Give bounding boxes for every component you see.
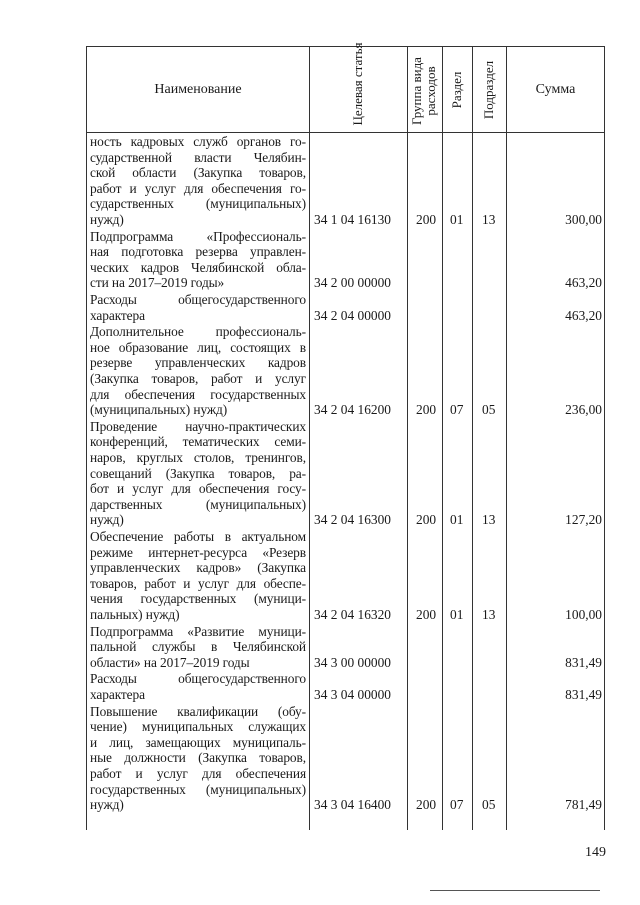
row-name-line: (муниципальных) нужд)	[90, 402, 228, 418]
row-name-line: пальных) нужд)	[90, 606, 180, 622]
row-group: 200	[416, 512, 437, 528]
row-name	[90, 229, 306, 291]
row-name-line: работ и услуг для обеспечения го-	[90, 180, 306, 196]
row-name-line: (Закупка товаров, работ и услуг	[90, 370, 306, 386]
row-section: 01	[450, 512, 464, 528]
header-name: Наименование	[154, 81, 242, 97]
table-row	[86, 671, 604, 702]
header-subsection: Подраздел	[481, 60, 496, 120]
row-name-line: и лиц, замещающих муниципаль-	[90, 734, 306, 750]
table-row	[86, 229, 604, 291]
row-name-line: Подпрограмма «Развитие муници-	[90, 623, 306, 639]
row-group: 200	[416, 607, 437, 622]
row-name-line: Расходы общегосударственного	[90, 292, 306, 307]
row-name-line: резерве управленческих кадров	[90, 355, 306, 371]
row-name-line: ное образование лиц, состоящих в	[90, 339, 306, 355]
row-name-line: Подпрограмма «Профессиональ-	[90, 228, 306, 244]
row-name	[90, 324, 306, 418]
row-name-line: управленческих кадров» (Закупка	[90, 560, 306, 576]
row-name-line: дарственных (муниципальных)	[90, 496, 306, 512]
footer-rule	[430, 890, 600, 891]
row-name	[90, 704, 306, 813]
row-name-line: наров, круглых столов, тренингов,	[90, 449, 306, 465]
header-sum: Сумма	[535, 81, 576, 97]
row-group: 200	[416, 797, 437, 813]
row-code: 34 2 04 00000	[314, 307, 391, 323]
row-name-line: ность кадровых служб органов го-	[90, 134, 306, 149]
row-name-line: ческих кадров Челябинской обла-	[90, 259, 306, 275]
row-name	[90, 134, 306, 228]
row-name-line: характера	[90, 686, 145, 702]
row-name-line: товаров, работ и услуг для обеспе-	[90, 575, 306, 591]
row-name-line: Проведение научно-практических	[90, 418, 306, 434]
row-name-line: для обеспечения государственных	[90, 386, 306, 402]
row-name-line: Обеспечение работы в актуальном	[90, 529, 306, 544]
row-sum: 781,49	[565, 797, 602, 813]
row-name-line: чение) муниципальных служащих	[90, 719, 306, 735]
row-code: 34 3 04 00000	[314, 686, 391, 702]
row-sum: 463,20	[565, 275, 602, 291]
row-name	[90, 419, 306, 528]
row-subsection: 13	[482, 607, 496, 622]
table-row	[86, 134, 604, 228]
table-row	[86, 624, 604, 671]
row-name-line: ные должности (Закупка товаров,	[90, 750, 306, 766]
table-row	[86, 704, 604, 813]
row-name-line: Расходы общегосударственного	[90, 671, 306, 687]
row-name-line: сти на 2017–2019 годы»	[90, 275, 225, 291]
row-section: 01	[450, 212, 464, 227]
row-code: 34 2 04 16200	[314, 402, 391, 418]
header-group: Группа вида расходов	[409, 57, 438, 125]
row-name-line: ской области (Закупка товаров,	[90, 165, 306, 181]
row-name-line: Повышение квалификации (обу-	[90, 703, 306, 719]
row-subsection: 13	[482, 212, 496, 227]
row-name-line: чения государственных (муници-	[90, 591, 306, 607]
row-group: 200	[416, 402, 437, 418]
row-code: 34 2 00 00000	[314, 275, 391, 291]
header-bottom-border	[86, 132, 604, 133]
table-row	[86, 324, 604, 418]
row-name-line: работ и услуг для обеспечения	[90, 765, 306, 781]
row-name-line: Дополнительное профессиональ-	[90, 324, 306, 340]
row-name-line: сударственных (муниципальных)	[90, 196, 306, 212]
row-subsection: 05	[482, 402, 496, 418]
row-name-line: государственных (муниципальных)	[90, 781, 306, 797]
row-section: 07	[450, 402, 464, 418]
row-name-line: сударственной власти Челябин-	[90, 149, 306, 165]
row-code: 34 1 04 16130	[314, 212, 391, 227]
row-code: 34 2 04 16300	[314, 512, 391, 528]
row-subsection: 13	[482, 512, 496, 528]
row-sum: 127,20	[565, 512, 602, 528]
row-name	[90, 529, 306, 623]
row-name-line: конференций, тематических семи-	[90, 434, 306, 450]
row-name-line: ная подготовка резерва управлен-	[90, 244, 306, 260]
table-row	[86, 529, 604, 623]
row-section: 01	[450, 607, 464, 622]
row-section: 07	[450, 797, 464, 813]
row-sum: 463,20	[565, 307, 602, 323]
row-sum: 831,49	[565, 654, 602, 670]
table-row	[86, 292, 604, 323]
row-sum: 236,00	[565, 402, 602, 418]
row-name-line: нужд)	[90, 211, 124, 227]
row-name-line: бот и услуг для обеспечения госу-	[90, 481, 306, 497]
table-right-border	[604, 46, 605, 830]
row-name-line: нужд)	[90, 797, 124, 813]
row-name	[90, 671, 306, 702]
table-row	[86, 419, 604, 528]
row-name-line: характера	[90, 307, 145, 323]
row-sum: 100,00	[565, 607, 602, 622]
row-code: 34 2 04 16320	[314, 607, 391, 622]
row-name-line: режиме интернет-ресурса «Резерв	[90, 544, 306, 560]
row-code: 34 3 04 16400	[314, 797, 391, 813]
row-name	[90, 624, 306, 671]
row-sum: 831,49	[565, 686, 602, 702]
row-name	[90, 292, 306, 323]
row-group: 200	[416, 212, 437, 227]
row-subsection: 05	[482, 797, 496, 813]
row-code: 34 3 00 00000	[314, 654, 391, 670]
header-section: Раздел	[449, 71, 464, 109]
row-sum: 300,00	[565, 212, 602, 227]
page-number: 149	[585, 845, 606, 860]
row-name-line: нужд)	[90, 512, 124, 528]
row-name-line: пальной службы в Челябинской	[90, 639, 306, 655]
row-name-line: совещаний (Закупка товаров, ра-	[90, 465, 306, 481]
row-name-line: области» на 2017–2019 годы	[90, 654, 250, 670]
header-code: Целевая статья	[350, 42, 365, 126]
